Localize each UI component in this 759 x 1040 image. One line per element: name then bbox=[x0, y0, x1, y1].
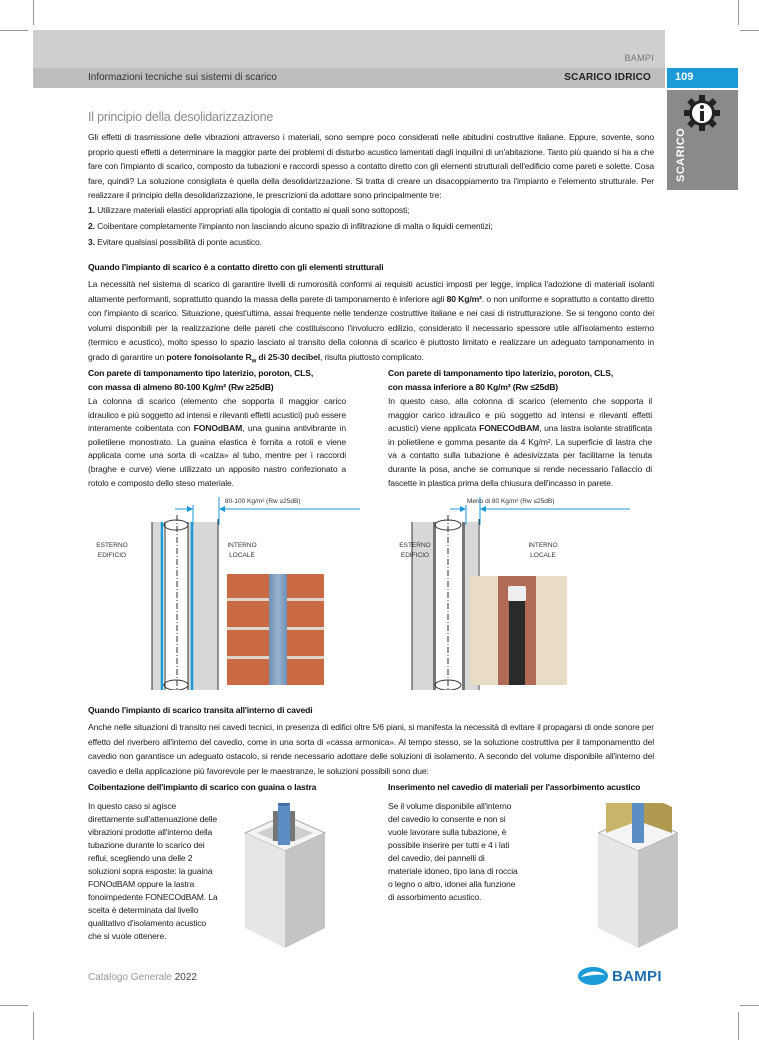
header-band bbox=[33, 30, 665, 68]
side-tab-label: SCARICO bbox=[675, 127, 687, 182]
list-text: Utilizzare materiali elastici appropriati alla tipologia di contatto ai quali sono sottoposti; bbox=[97, 205, 410, 215]
column-heading: Inserimento nel cavedio di materiali per l'assorbimento acustico bbox=[388, 782, 641, 792]
list-number: 1. bbox=[88, 205, 95, 215]
list-number: 3. bbox=[88, 237, 95, 247]
exterior-label: ESTERNO EDIFICIO bbox=[399, 542, 431, 559]
shaft-illustration-insulated-pipe bbox=[225, 803, 335, 951]
footer-catalog: Catalogo Generale 2022 bbox=[88, 972, 197, 983]
page-number: 109 bbox=[667, 68, 738, 88]
photo-brick-wall-fonodbam bbox=[227, 574, 324, 685]
list-number: 2. bbox=[88, 221, 95, 231]
column-paragraph: Se il volume disponibile all'interno del cavedio lo consente e non si vuole lavorare sulla tubazione, è possibile inserire per tutti e 4 i lati del cavedio, dei pannelli di materiale idoneo, tipo lana di roccia o legno o altro, idonei alla funzione di assorbimento acustico. bbox=[388, 801, 518, 902]
column-heading: Coibentazione dell'impianto di scarico con guaina o lastra bbox=[88, 782, 317, 792]
list-item bbox=[88, 203, 654, 218]
intro-paragraph: Gli effetti di trasmissione delle vibrazioni attraverso i materiali, sono sempre poco considerati nelle abitudini costruttive italiane. Eppure, sovente, sono proprio questi effetti a determinare la maggior parte dei problemi di disturbo acustico lamentati dagli inquilini di un'abitazione. Tanto più quando si ha a che fare con l'impianto di scarico, composto da tubazioni e raccordi spesso a contatto diretto con gli elementi strutturali dell'edificio come pareti e solette. Cosa fare, quindi? La soluzione consigliata è quella della desolidarizzazione. Si tratta di creare un disacoppiamento tra l'impianto e l'elemento strutturale. Per realizzare il principio della desolidarizzazione, le prescrizioni da adottare sono principalmente tre: bbox=[88, 132, 654, 201]
crop-mark bbox=[0, 30, 28, 31]
section-paragraph: Anche nelle situazioni di transito nei cavedi tecnici, in presenza di edifici oltre 5/6 piani, si manifesta la necessità di evitare il propagarsi di onde sonore per effetto del riverbero all'interno del cavedio, come in una sorta di «cassa armonica». Al tempo stesso, se la soluzione costruttiva per il tamponamentto del cavedio non garantisce un adeguato ostacolo, si rende necessario adottare delle soluzioni di isolamento. A secondo del volume disponibile all'interno del cavedio e della applicazione più favorevole per le maestranze, le soluzioni possibili sono due: bbox=[88, 722, 654, 776]
section-heading: Quando l'impianto di scarico transita all'interno di cavedi bbox=[88, 705, 313, 715]
photo-wallpaper-wall-fonecodbam bbox=[470, 576, 567, 685]
crop-mark bbox=[738, 1012, 739, 1040]
column-paragraph: In questo caso, alla colonna di scarico (elemento che sopporta il maggior carico idraulico e più soggetto ad intensi e rilevanti effetti acustici) viene applicata FONECOdBAM, una lastra isolante stratificata in polietilene e gomma pesante da 4 Kg/m². La superficie di lastra che va a contatto sulla tubazione è adesivizzata per facilitarne la tenuta durante la posa, anche se comunque si rende necessario l'allaccio di fascette in plastica prima della chiusura dell'incasso in parete. bbox=[388, 396, 652, 488]
crop-mark bbox=[33, 1012, 34, 1040]
column-heading: Con parete di tamponamento tipo laterizio, poroton, CLS, con massa inferiore a 80 Kg/m² (Rw ≤25dB) bbox=[388, 368, 614, 392]
crop-mark bbox=[740, 1005, 759, 1006]
bampi-logo-icon bbox=[577, 966, 609, 986]
exterior-label: ESTERNO EDIFICIO bbox=[96, 542, 128, 559]
shaft-illustration-absorbing-panels bbox=[598, 803, 678, 951]
page-title: Il principio della desolidarizzazione bbox=[88, 110, 274, 124]
section-paragraph: La necessità nel sistema di scarico di garantire livelli di rumorosità conformi ai requisiti acustici imposti per legge, implica l'adozione di materiali isolanti altamente performanti, soprattutto quando la massa della parete di tamponamento è inferiore agli 80 Kg/m². o non uniforme e soprattutto a contatto diretto con l'impianto di scarico. Situazione, quest'ultima, assai frequente nelle tendenze costruttive italiane e nei casi di ristrutturazione. Se si tengono conto dei volumi disponibili per la realizzazione delle pareti che costituiscono l'involucro edilizio, considerato il necessario spessore utile all'isolamento esterno (termico e acustico), molto spesso lo spazio lasciato al transito della colonna di scarico è piuttosto limitato e realizzare un adeguato tamponamento in grado di garantire un potere fonoisolante $R_w$ di 25-30 decibel, risulta piuttosto complicato. bbox=[88, 279, 655, 365]
column-paragraph: In questo caso si agisce direttamente sull'attenuazione delle vibrazioni prodotte all'interno della tubazione durante lo scarico dei reflui, scegliendo una delle 2 soluzioni sopra esposte: la guaina FONOdBAM oppure la lastra fonoimpedente FONECOdBAM. La scelta è determinata dal livello qualitativo d'isolamento acustico che si vuole ottenere. bbox=[88, 801, 218, 941]
section-title: Informazioni tecniche sui sistemi di scarico bbox=[88, 72, 277, 83]
interior-label: INTERNO LOCALE bbox=[227, 542, 257, 559]
crop-mark bbox=[738, 0, 739, 25]
header-brand: BAMPI bbox=[624, 53, 654, 63]
dimension-label: 80-100 Kg/m² (Rw ≥25dB) bbox=[225, 498, 301, 505]
category-title: SCARICO IDRICO bbox=[564, 72, 651, 83]
crop-mark bbox=[33, 0, 34, 25]
list-text: Coibentare completamente l'impianto non lasciando alcuno spazio di infiltrazione di malta o liquidi cementizi; bbox=[97, 221, 493, 231]
section-heading: Quando l'impianto di scarico è a contatto diretto con gli elementi strutturali bbox=[88, 262, 384, 272]
list-item bbox=[88, 235, 654, 250]
column-heading: Con parete di tamponamento tipo laterizio, poroton, CLS, con massa di almeno 80-100 Kg/m² (Rw ≥25dB) bbox=[88, 368, 314, 392]
side-tab bbox=[667, 90, 738, 190]
crop-mark bbox=[0, 1005, 28, 1006]
crop-mark bbox=[740, 30, 759, 31]
list-item bbox=[88, 219, 654, 234]
bampi-logo: BAMPI bbox=[577, 966, 662, 986]
column-paragraph: La colonna di scarico (elemento che sopporta il maggior carico idraulico e più soggetto ad intensi e rilevanti effetti acustici) può essere interamente coibentata con FONOdBAM, una guaina antivibrante in polietilene monostrato. La guaina elastica è fornita a rotoli e viene applicata come una sorta di «calza» al tubo, mentre per i raccordi (braghe e curve) viene utilizzato un apposito nastro confezionato a rotolo e composto dello steso materiale. bbox=[88, 396, 346, 488]
gear-info-icon bbox=[683, 94, 721, 132]
dimension-label: Meno di 80 Kg/m² (Rw ≤25dB) bbox=[467, 498, 555, 505]
list-text: Evitare qualsiasi possibilità di ponte acustico. bbox=[97, 237, 262, 247]
interior-label: INTERNO LOCALE bbox=[528, 542, 558, 559]
